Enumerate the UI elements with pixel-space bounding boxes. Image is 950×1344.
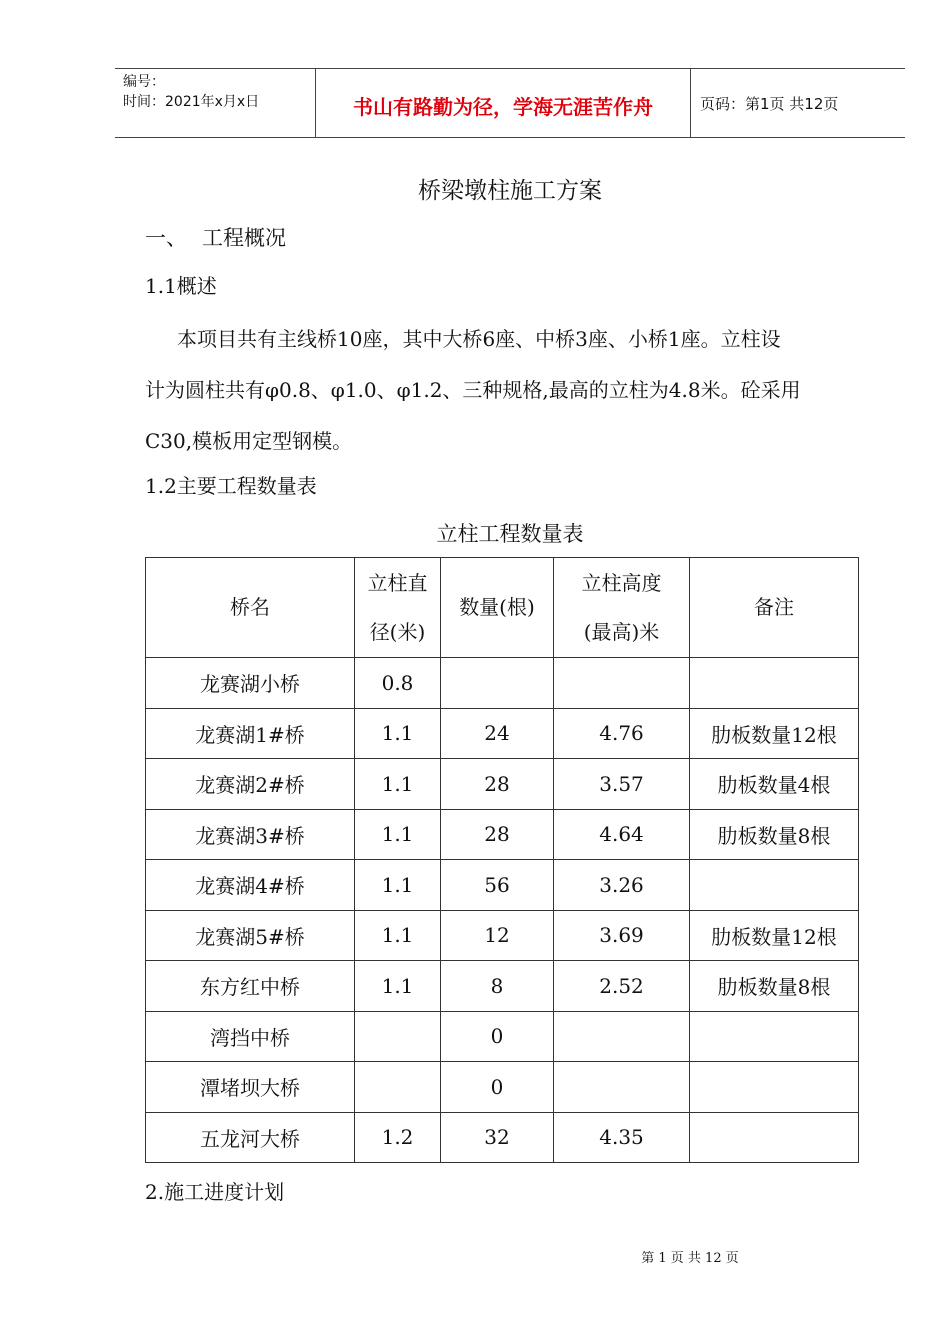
- table-row: [146, 961, 859, 1012]
- paragraph-line: 本项目共有主线桥10座，其中大桥6座、中桥3座、小桥1座。立柱设: [177, 327, 781, 351]
- cell-height: [554, 1011, 690, 1062]
- cell-height: 4.35: [554, 1112, 690, 1163]
- cell-count: 24: [441, 708, 554, 759]
- table-row: [146, 860, 859, 911]
- cell-count: 12: [441, 910, 554, 961]
- section-heading-1: [145, 222, 286, 252]
- cell-diameter: 1.1: [355, 759, 441, 810]
- header-page-cell: [690, 69, 905, 137]
- cell-diameter: [355, 1062, 441, 1113]
- cell-height: 2.52: [554, 961, 690, 1012]
- cell-diameter: [355, 1011, 441, 1062]
- subsection-heading-1-2: 1.2主要工程数量表: [145, 474, 317, 498]
- header-count: 数量(根): [441, 558, 554, 658]
- cell-diameter: 1.1: [355, 860, 441, 911]
- cell-height: [554, 658, 690, 709]
- paragraph-line: 计为圆柱共有φ0.8、φ1.0、φ1.2、三种规格,最高的立柱为4.8米。砼采用: [145, 378, 801, 402]
- cell-bridge-name: 龙赛湖3#桥: [146, 809, 355, 860]
- cell-height: 3.69: [554, 910, 690, 961]
- page-footer: 第 1 页 共 12 页: [641, 1251, 739, 1266]
- section-heading-2: 2.施工进度计划: [145, 1180, 285, 1204]
- table-row: [146, 658, 859, 709]
- cell-bridge-name: 五龙河大桥: [146, 1112, 355, 1163]
- page-header: [115, 68, 905, 138]
- cell-remark: 肋板数量4根: [690, 759, 859, 810]
- cell-remark: [690, 658, 859, 709]
- header-motto-cell: [315, 69, 691, 137]
- cell-bridge-name: 龙赛湖4#桥: [146, 860, 355, 911]
- cell-count: 0: [441, 1062, 554, 1113]
- cell-remark: 肋板数量8根: [690, 961, 859, 1012]
- cell-remark: 肋板数量12根: [690, 910, 859, 961]
- column-quantity-table: [145, 557, 859, 1163]
- cell-count: 28: [441, 809, 554, 860]
- cell-height: 3.57: [554, 759, 690, 810]
- header-motto: 书山有路勤为径，学海无涯苦作舟: [353, 95, 653, 119]
- cell-diameter: 1.1: [355, 809, 441, 860]
- cell-remark: [690, 1112, 859, 1163]
- cell-remark: 肋板数量12根: [690, 708, 859, 759]
- overview-paragraph: [145, 314, 880, 467]
- table-row: [146, 1011, 859, 1062]
- cell-height: [554, 1062, 690, 1113]
- cell-diameter: 1.1: [355, 910, 441, 961]
- cell-count: 32: [441, 1112, 554, 1163]
- header-meta-cell: [115, 69, 315, 137]
- cell-height: 3.26: [554, 860, 690, 911]
- header-page-info: 页码：第1页 共12页: [700, 95, 839, 113]
- cell-height: 4.76: [554, 708, 690, 759]
- header-column-diameter: 立柱直 径(米): [355, 558, 441, 658]
- cell-diameter: 1.2: [355, 1112, 441, 1163]
- header-remark: 备注: [690, 558, 859, 658]
- cell-count: 28: [441, 759, 554, 810]
- header-column-height: 立柱高度 (最高)米: [554, 558, 690, 658]
- cell-count: 0: [441, 1011, 554, 1062]
- cell-diameter: 0.8: [355, 658, 441, 709]
- table-row: [146, 759, 859, 810]
- cell-bridge-name: 龙赛湖1#桥: [146, 708, 355, 759]
- cell-count: 8: [441, 961, 554, 1012]
- table-row: [146, 1062, 859, 1113]
- paragraph-line: C30,模板用定型钢模。: [145, 429, 353, 453]
- table-row: [146, 708, 859, 759]
- cell-bridge-name: 龙赛湖2#桥: [146, 759, 355, 810]
- cell-bridge-name: 潭堵坝大桥: [146, 1062, 355, 1113]
- cell-diameter: 1.1: [355, 708, 441, 759]
- cell-height: 4.64: [554, 809, 690, 860]
- cell-count: 56: [441, 860, 554, 911]
- table-header-row: [146, 558, 859, 658]
- header-bridge-name: 桥名: [146, 558, 355, 658]
- cell-bridge-name: 东方红中桥: [146, 961, 355, 1012]
- section-title: 工程概况: [202, 226, 286, 250]
- document-title: 桥梁墩柱施工方案: [418, 178, 602, 204]
- cell-bridge-name: 龙赛湖小桥: [146, 658, 355, 709]
- cell-remark: 肋板数量8根: [690, 809, 859, 860]
- table-row: [146, 1112, 859, 1163]
- doc-time-label: 时间：2021年x月x日: [123, 94, 260, 110]
- table-row: [146, 910, 859, 961]
- cell-remark: [690, 1062, 859, 1113]
- cell-count: [441, 658, 554, 709]
- cell-remark: [690, 1011, 859, 1062]
- doc-number-label: 编号：: [123, 74, 165, 90]
- cell-diameter: 1.1: [355, 961, 441, 1012]
- section-number: 一、: [145, 226, 187, 250]
- cell-bridge-name: 湾挡中桥: [146, 1011, 355, 1062]
- table-row: [146, 809, 859, 860]
- table-caption: 立柱工程数量表: [436, 522, 584, 546]
- cell-bridge-name: 龙赛湖5#桥: [146, 910, 355, 961]
- cell-remark: [690, 860, 859, 911]
- subsection-heading-1-1: 1.1概述: [145, 274, 217, 298]
